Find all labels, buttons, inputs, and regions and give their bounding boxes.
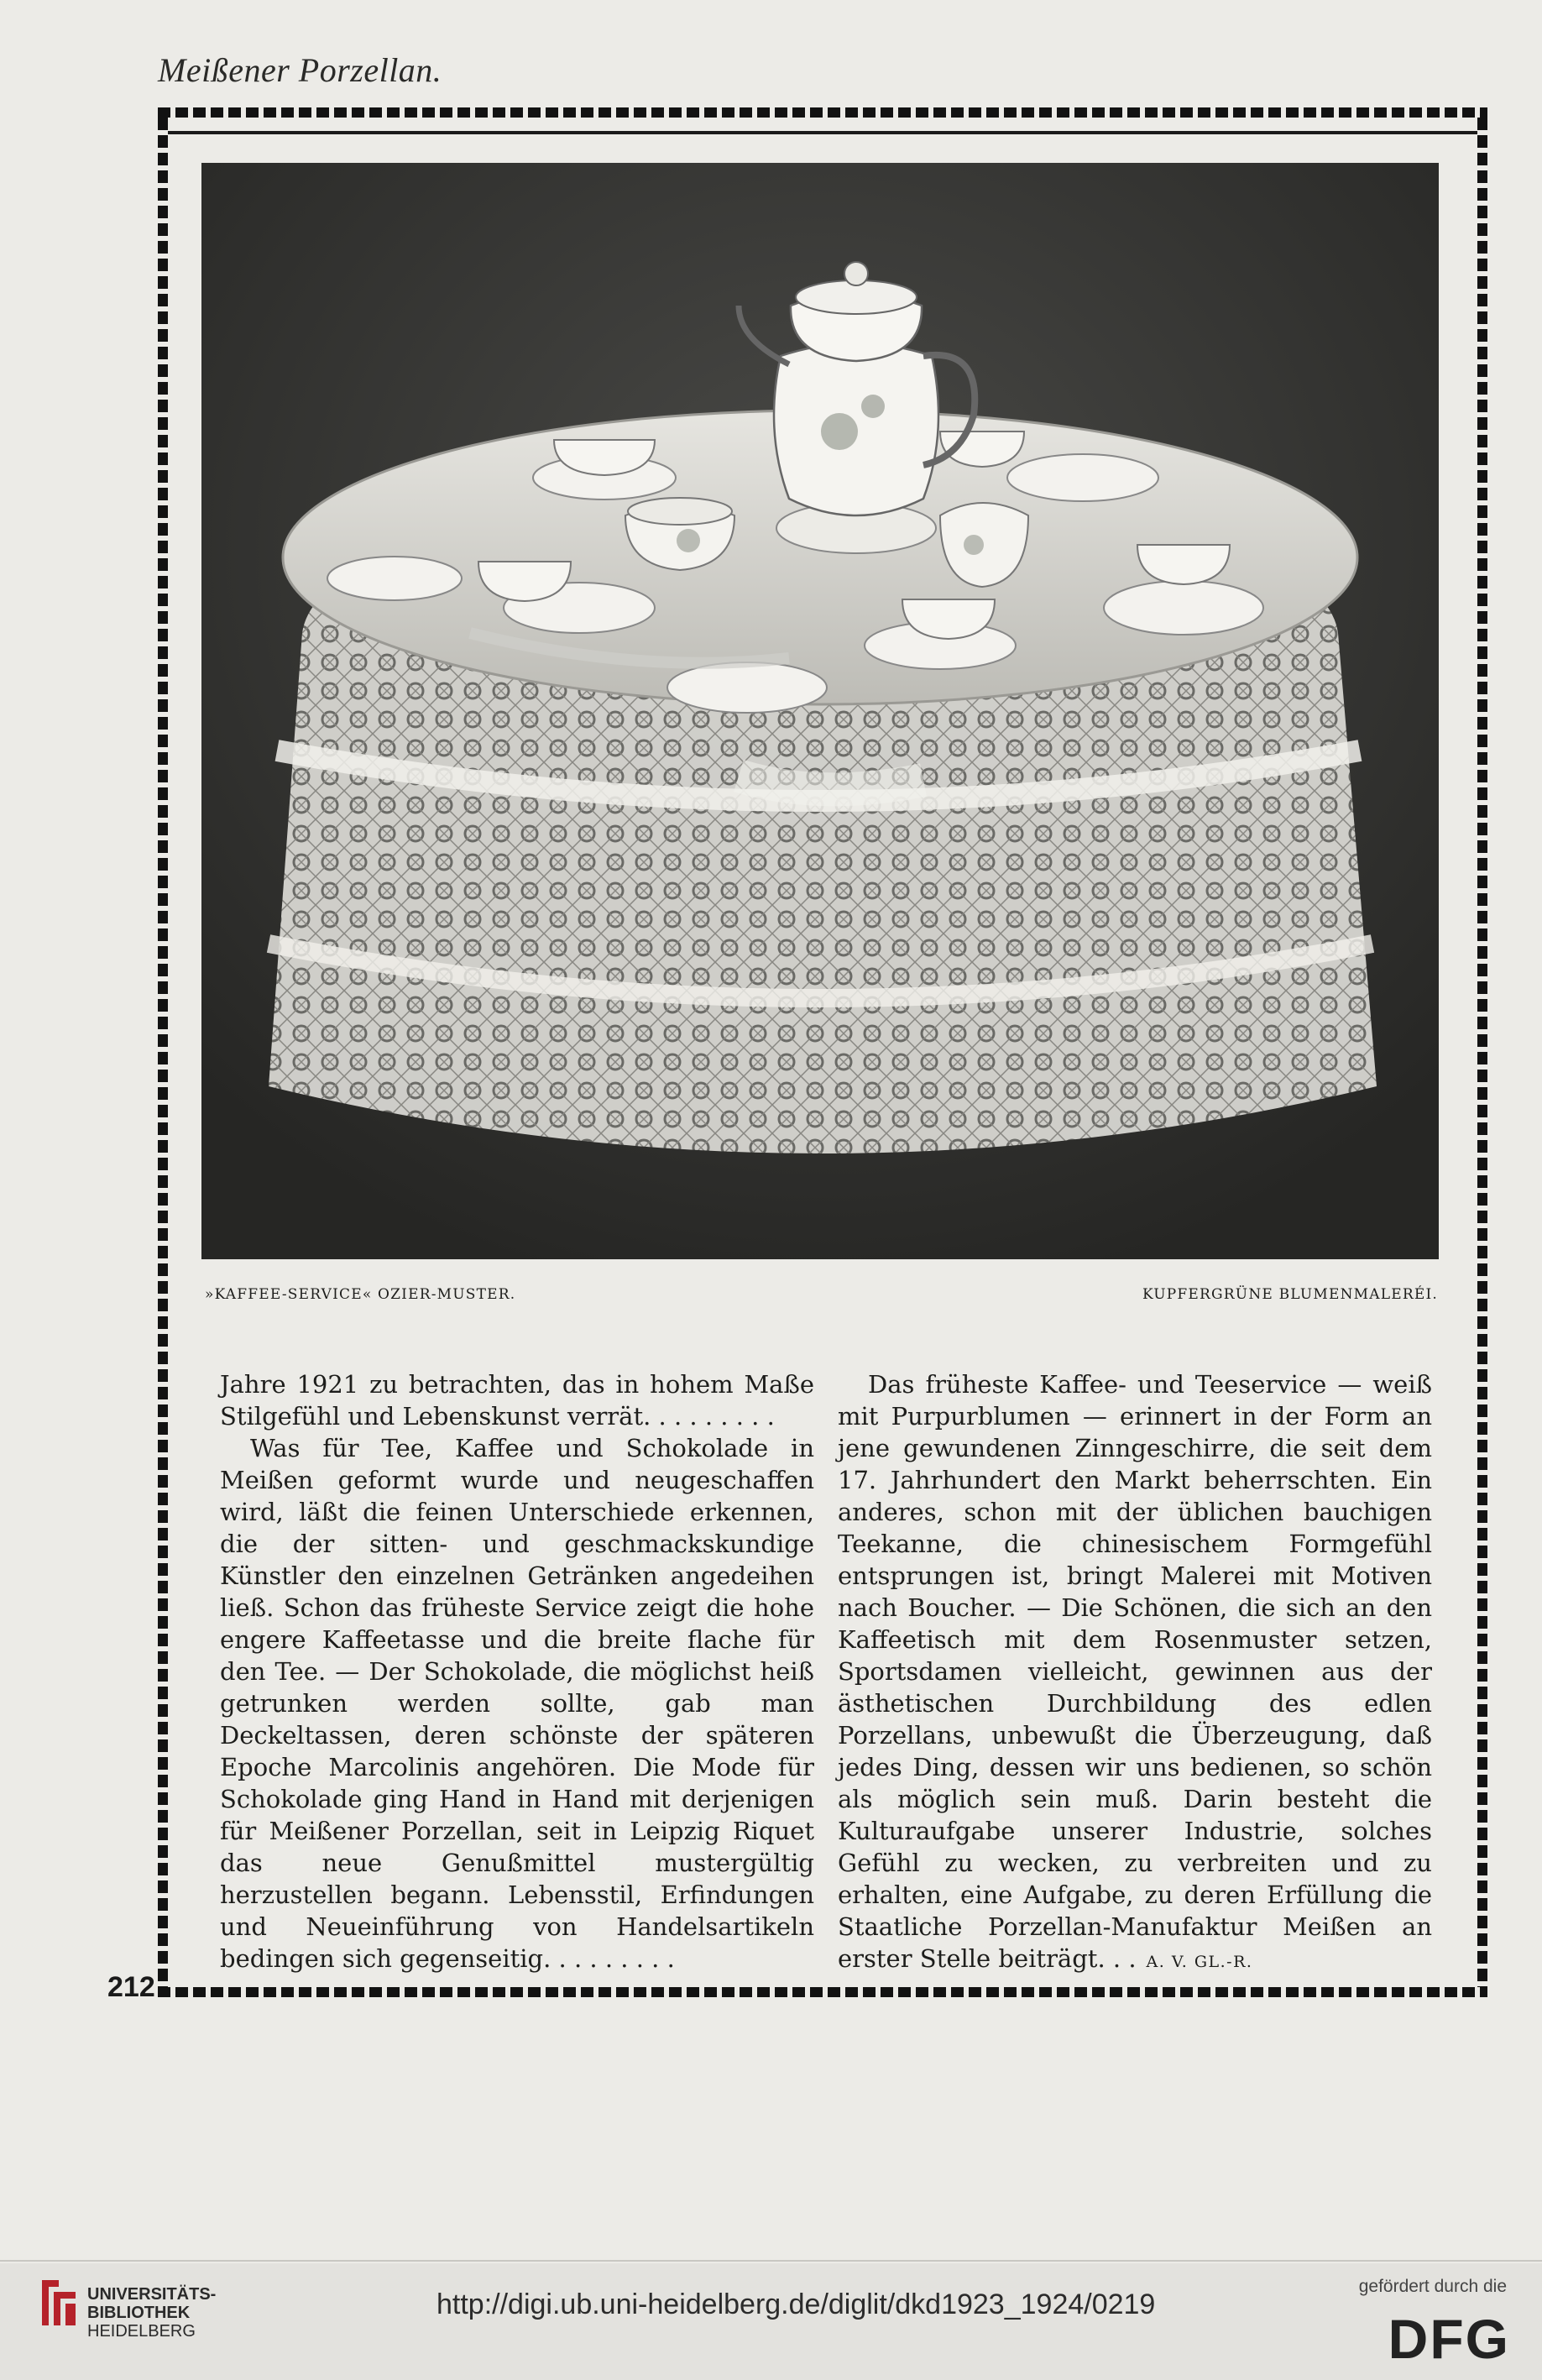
coffee-service-photo xyxy=(201,163,1439,1259)
funding-label: gefördert durch die xyxy=(1358,2277,1507,2296)
page-number: 212 xyxy=(107,1971,155,2003)
photo-illustration xyxy=(201,163,1439,1259)
paragraph: Was für Tee, Kaffee und Schokolade in Meißen geformt wurde und neugeschaffen wird, läßt die feinen Unterschiede erkennen, die der sitten- und geschmackskundige Künstler den einzelnen Getränken angedeihen ließ. Schon das früheste Service zeigt die hohe engere Kaffeetasse und die breite flache für den Tee. — Der Schokolade, die möglichst heiß getrunken werden sollte, gab man Deckeltassen, deren schönste der späteren Epoche Marcolinis angehören. Die Mode für Schokolade ging Hand in Hand mit derjenigen für Meißener Porzellan, seit in Leipzig Riquet das neue Genußmittel mustergültig herzustellen begann. Lebensstil, Erfindungen und Neueinführung von Handelsartikeln bedingen sich gegenseitig. . . . . . . . . xyxy=(220,1434,814,1973)
text-column-right xyxy=(838,1368,1432,1978)
figure-caption-right: KUPFERGRÜNE BLUMENMALERÉI. xyxy=(1142,1286,1438,1303)
footer-divider xyxy=(0,2260,1542,2262)
text-column-left xyxy=(220,1368,814,1975)
library-name-line1: UNIVERSITÄTS- xyxy=(87,2285,217,2304)
paragraph xyxy=(838,1368,1432,1978)
paragraph-continuation: Jahre 1921 zu betrachten, das in hohem Maße Stilgefühl und Lebenskunst verrät. . . . . . . . . xyxy=(220,1370,814,1431)
footer-bar xyxy=(0,2263,1542,2380)
decorative-border-top xyxy=(158,107,1487,118)
library-name-line2: BIBLIOTHEK xyxy=(87,2304,191,2322)
decorative-border-right xyxy=(1477,118,1487,1987)
decorative-border-bottom xyxy=(158,1987,1487,1997)
university-library-logo-icon xyxy=(37,2277,81,2329)
paragraph-text: Das früheste Kaffee- und Teeservice — weiß mit Purpurblumen — erinnert in der Form an jene gewundenen Zinngeschirre, die seit dem 17. Jahrhundert den Markt beherrschten. Ein anderes, schon mit der üblichen bauchigen Teekanne, die chinesischem Formgefühl entsprungen ist, bringt Malerei mit Motiven nach Boucher. — Die Schönen, die sich an den Kaffeetisch mit dem Rosenmuster setzen, Sportsdamen vielleicht, gewinnen aus der ästhetischen Durchbildung des edlen Porzellans, unbewußt die Überzeugung, daß jedes Ding, dessen wir uns bedienen, so schön als möglich sein muß. Darin besteht die Kulturaufgabe unserer Industrie, solches Gefühl zu wecken, zu verbreiten und zu erhalten, eine Aufgabe, zu deren Erfüllung die Staatliche Porzellan-Manufaktur Meißen an erster Stelle beiträgt. . . xyxy=(838,1370,1432,1973)
decorative-border-inner-line xyxy=(158,131,1487,134)
figure-caption-left: »KAFFEE-SERVICE« OZIER-MUSTER. xyxy=(205,1286,516,1303)
university-library-name xyxy=(87,2285,216,2341)
author-signature: A. V. GL.-R. xyxy=(1146,1953,1253,1971)
dfg-logo: DFG xyxy=(1388,2308,1510,2370)
library-name-line3: HEIDELBERG xyxy=(87,2322,196,2341)
decorative-border-left xyxy=(158,118,168,1987)
running-title: Meißener Porzellan. xyxy=(158,51,442,89)
source-url-link[interactable]: http://digi.ub.uni-heidelberg.de/diglit/dkd1923_1924/0219 xyxy=(436,2288,1156,2320)
